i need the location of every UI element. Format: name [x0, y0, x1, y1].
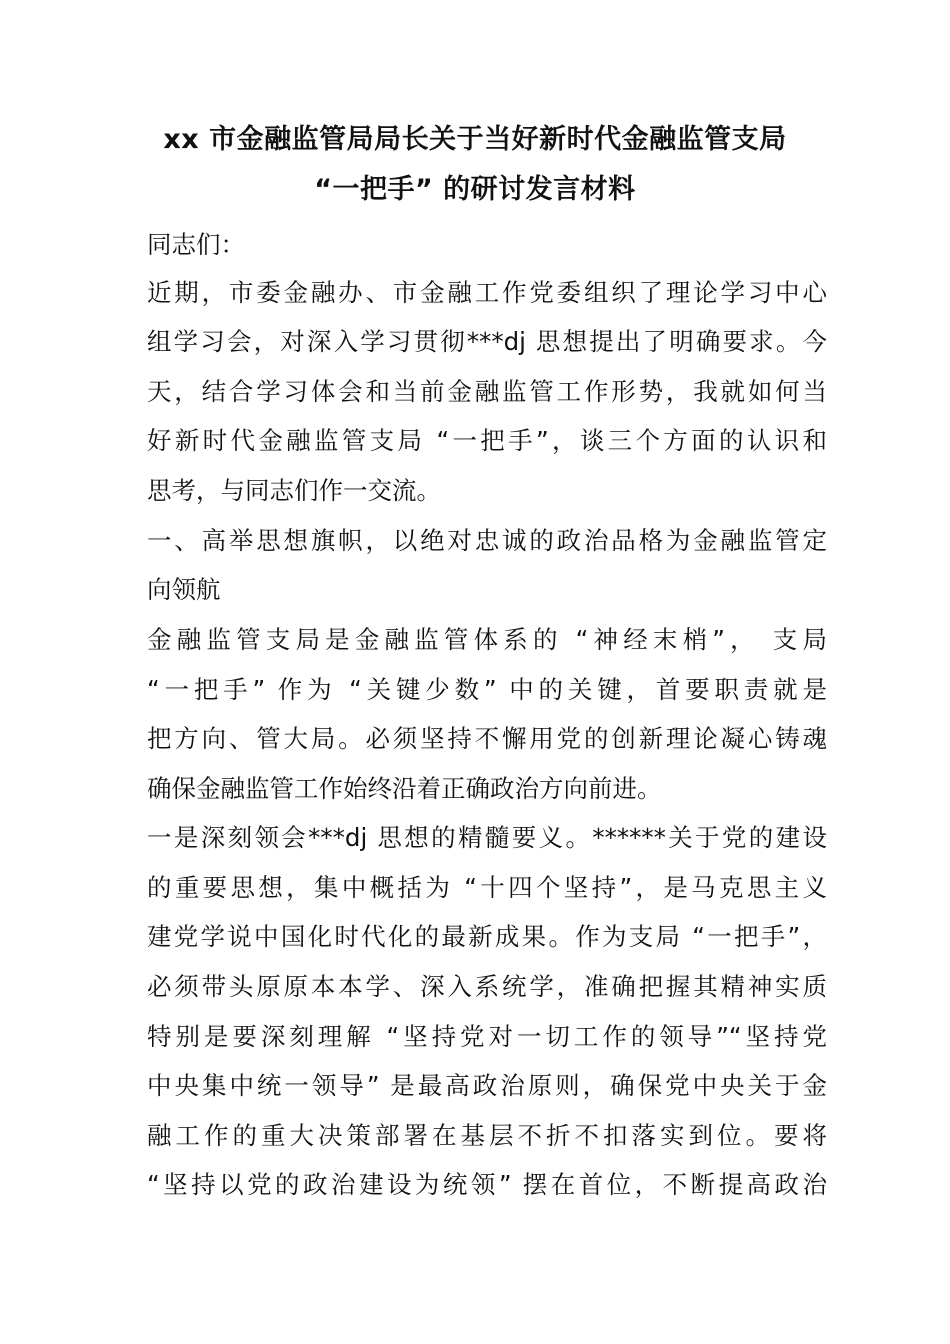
paragraph-line: 近期，市委金融办、市金融工作党委组织了理论学习中心	[147, 278, 827, 307]
document-title-line-2: “一把手” 的研讨发言材料	[314, 174, 636, 205]
paragraph-line: 中央集中统一领导” 是最高政治原则，确保党中央关于金	[147, 1071, 827, 1100]
section-heading-line: 向领航	[147, 575, 221, 604]
document-title-line-1: xx 市金融监管局局长关于当好新时代金融监管支局	[163, 124, 787, 155]
paragraph-line: “坚持以党的政治建设为统领” 摆在首位，不断提高政治	[147, 1170, 827, 1199]
paragraph-line: 特别是要深刻理解 “坚持党对一切工作的领导”“坚持党	[147, 1022, 827, 1051]
paragraph-line: 一是深刻领会***dj 思想的精髓要义。******关于党的建设	[147, 823, 827, 852]
paragraph-line: 必须带头原原本本学、深入系统学，准确把握其精神实质	[147, 972, 827, 1001]
paragraph-line: 建党学说中国化时代化的最新成果。作为支局 “一把手”，	[147, 922, 827, 951]
paragraph-line: 融工作的重大决策部署在基层不折不扣落实到位。要将	[147, 1121, 827, 1150]
paragraph-line: 思考，与同志们作一交流。	[147, 476, 441, 505]
paragraph-line: 的重要思想，集中概括为 “十四个坚持”，是马克思主义	[147, 873, 827, 902]
section-heading-line: 一、高举思想旗帜，以绝对忠诚的政治品格为金融监管定	[147, 526, 827, 555]
paragraph-line: 确保金融监管工作始终沿着正确政治方向前进。	[147, 774, 662, 803]
paragraph-line: 金融监管支局是金融监管体系的 “神经末梢”， 支局	[147, 625, 827, 654]
paragraph-line: “一把手” 作为 “关键少数” 中的关键，首要职责就是	[147, 675, 827, 704]
paragraph-line: 把方向、管大局。必须坚持不懈用党的创新理论凝心铸魂	[147, 724, 827, 753]
salutation: 同志们：	[147, 230, 245, 259]
paragraph-line: 天，结合学习体会和当前金融监管工作形势，我就如何当	[147, 377, 827, 406]
paragraph-line: 组学习会，对深入学习贯彻***dj 思想提出了明确要求。今	[147, 327, 827, 356]
paragraph-line: 好新时代金融监管支局 “一把手”，谈三个方面的认识和	[147, 426, 827, 455]
